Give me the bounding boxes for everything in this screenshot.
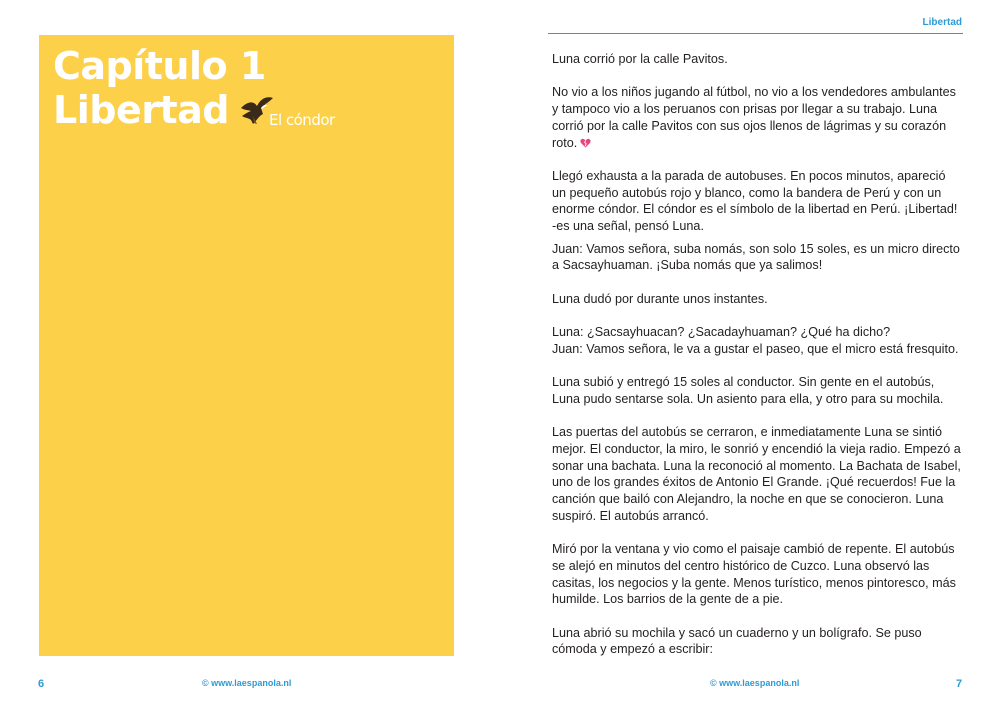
paragraph: Llegó exhausta a la parada de autobuses. En pocos minutos, apareció un pequeño autobús rojo y blanco, como la bandera de Perú y con un enorme cóndor. El cóndor es el símbolo de la libertad en Perú. ¡Libertad! -es una señal, pensó Luna. (552, 168, 958, 233)
paragraph: Juan: Vamos señora, suba nomás, son solo 15 soles, es un micro directo a Sacsayhuaman. ¡Suba nomás que ya salimos! (552, 241, 960, 273)
paragraph: Luna abrió su mochila y sacó un cuaderno y un bolígrafo. Se puso cómoda y empezó a escribir: (552, 625, 922, 657)
paragraph: Luna corrió por la calle Pavitos. (552, 52, 728, 66)
left-page-number: 6 (38, 678, 45, 690)
right-page-number: 7 (956, 678, 963, 690)
broken-heart-icon (580, 138, 591, 148)
chapter-title: Libertad (53, 88, 229, 132)
paragraph: Luna subió y entregó 15 soles al conductor. Sin gente en el autobús, Luna pudo sentarse sola. Un asiento para ella, y otro para su mochila. (552, 375, 944, 406)
chapter-body (552, 51, 962, 675)
paragraph: Las puertas del autobús se cerraron, e inmediatamente Luna se sintió mejor. El conductor, la miro, le sonrió y encendió la vieja radio. Empezó a sonar una bachata. Luna la reconoció al momento. La Bachata de Isabel, uno de los grandes éxitos de Antonio El Grande. ¡Qué recuerdos! Fue la canción que bailó con Alejandro, la noche en que se conocieron. Luna suspiró. El autobús arrancó. (552, 425, 961, 523)
chapter-subtitle: El cóndor (268, 111, 335, 129)
paragraph-text: No vio a los niños jugando al fútbol, no vio a los vendedores ambulantes y tampoco vio a los peruanos con prisas por llegar a su trabajo. Luna corrió por la calle Pavitos con sus ojos llenos de lágrimas y su corazón roto. (552, 85, 956, 150)
right-footer-url[interactable]: © www.laespanola.nl (710, 678, 800, 688)
left-footer-url[interactable]: © www.laespanola.nl (202, 678, 292, 688)
chapter-heading (53, 44, 335, 132)
running-head-rule (548, 33, 963, 34)
chapter-number: Capítulo 1 (53, 44, 266, 88)
running-head: Libertad (922, 17, 962, 28)
paragraph: Luna dudó por durante unos instantes. (552, 291, 768, 306)
paragraph: Miró por la ventana y vio como el paisaje cambió de repente. El autobús se alejó en minutos del centro histórico de Cuzco. Luna observó las casitas, los negocios y la gente. Menos turístico, menos pintoresco, más humilde. Los barrios de la gente de a pie. (552, 542, 956, 607)
paragraph-with-icon (552, 84, 962, 151)
paragraph: Luna: ¿Sacsayhuacan? ¿Sacadayhuaman? ¿Qué ha dicho? Juan: Vamos señora, le va a gustar el paseo, que el micro está fresquito. (552, 325, 959, 356)
